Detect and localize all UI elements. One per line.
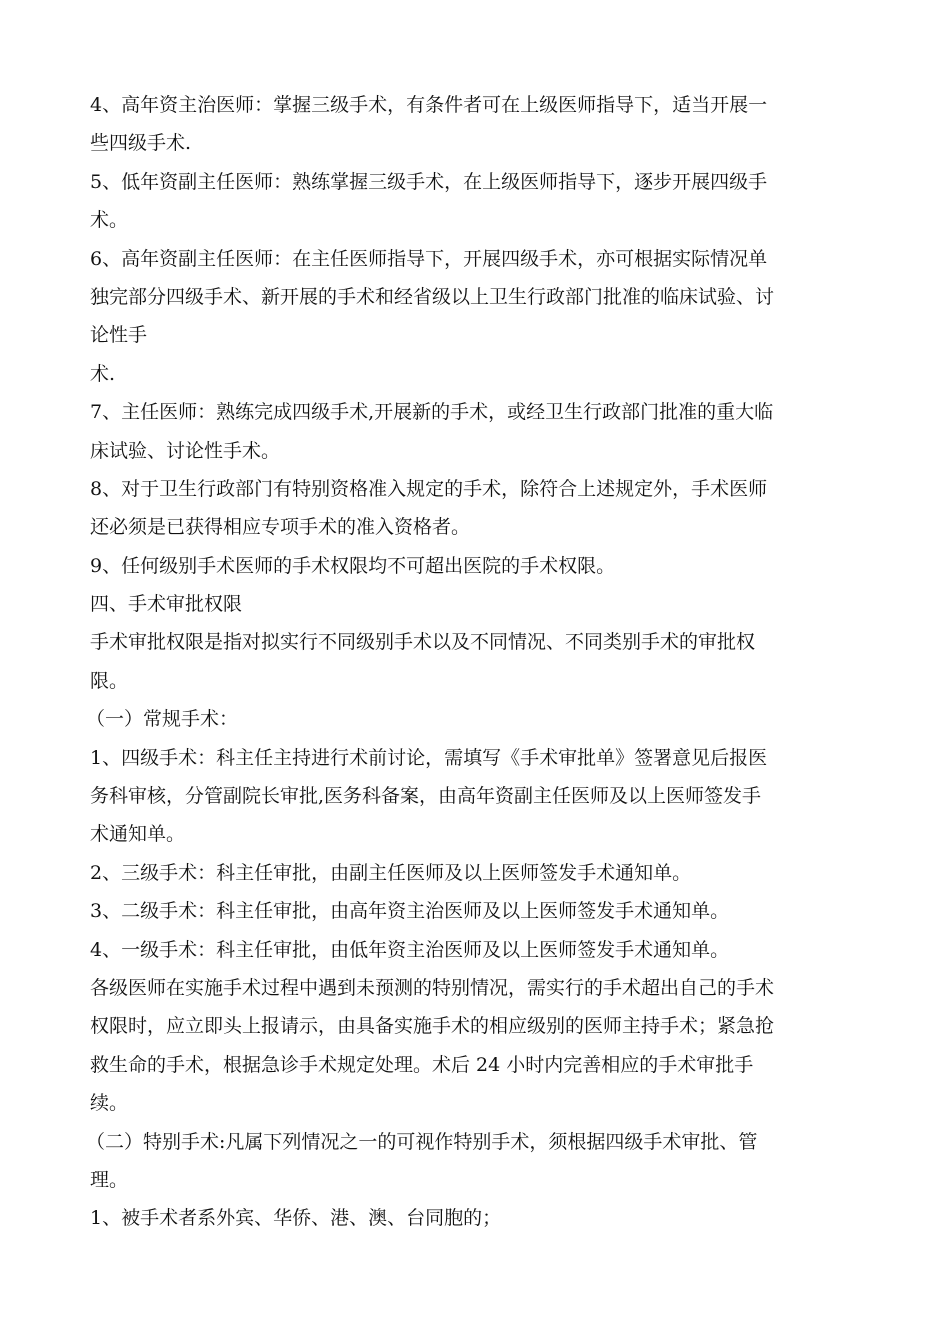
text-line: 7、主任医师：熟练完成四级手术,开展新的手术，或经卫生行政部门批准的重大临 — [90, 401, 774, 424]
text-line: 续。 — [90, 1092, 129, 1115]
text-line: 术通知单。 — [90, 823, 186, 846]
text-line: 8、对于卫生行政部门有特别资格准入规定的手术，除符合上述规定外，手术医师 — [90, 477, 768, 500]
text-line: 术。 — [90, 209, 129, 232]
text-line: 9、任何级别手术医师的手术权限均不可超出医院的手术权限。 — [90, 554, 616, 577]
text-line: 还必须是已获得相应专项手术的准入资格者。 — [90, 516, 471, 539]
text-line: 术. — [90, 362, 116, 385]
text-line: 各级医师在实施手术过程中遇到未预测的特别情况，需实行的手术超出自己的手术 — [90, 976, 775, 999]
text-line: 6、高年资副主任医师：在主任医师指导下，开展四级手术，亦可根据实际情况单 — [90, 247, 768, 270]
text-line: 权限时，应立即头上报请示，由具备实施手术的相应级别的医师主持手术；紧急抢 — [90, 1015, 775, 1038]
text-line: 限。 — [90, 669, 129, 692]
subsection-heading: （一）常规手术： — [86, 708, 239, 731]
text-line: 务科审核，分管副院长审批,医务科备案，由高年资副主任医师及以上医师签发手 — [90, 785, 762, 808]
text-line: 手术审批权限是指对拟实行不同级别手术以及不同情况、不同类别手术的审批权 — [90, 631, 756, 654]
text-line: 救生命的手术，根据急诊手术规定处理。术后 24 小时内完善相应的手术审批手 — [90, 1053, 754, 1076]
text-line: 理。 — [90, 1168, 129, 1191]
text-line: 4、高年资主治医师：掌握三级手术，有条件者可在上级医师指导下，适当开展一 — [90, 94, 768, 116]
text-line: 5、低年资副主任医师：熟练掌握三级手术，在上级医师指导下，逐步开展四级手 — [90, 170, 768, 193]
text-line: 2、三级手术：科主任审批，由副主任医师及以上医师签发手术通知单。 — [90, 861, 692, 884]
section-heading: 四、手术审批权限 — [90, 593, 243, 616]
text-line: 论性手 — [90, 324, 148, 347]
text-line: 1、四级手术：科主任主持进行术前讨论，需填写《手术审批单》签署意见后报医 — [90, 746, 768, 769]
text-line: 3、二级手术：科主任审批，由高年资主治医师及以上医师签发手术通知单。 — [90, 900, 730, 923]
text-line: 1、被手术者系外宾、华侨、港、澳、台同胞的； — [90, 1207, 502, 1230]
text-line: 些四级手术. — [90, 132, 192, 155]
text-line: 4、一级手术：科主任审批，由低年资主治医师及以上医师签发手术通知单。 — [90, 938, 730, 961]
text-line: 床试验、讨论性手术。 — [90, 439, 281, 462]
document-page — [86, 86, 860, 1238]
subsection-heading: （二）特别手术:凡属下列情况之一的可视作特别手术，须根据四级手术审批、管 — [86, 1130, 758, 1153]
text-line: 独完部分四级手术、新开展的手术和经省级以上卫生行政部门批准的临床试验、讨 — [90, 285, 775, 308]
